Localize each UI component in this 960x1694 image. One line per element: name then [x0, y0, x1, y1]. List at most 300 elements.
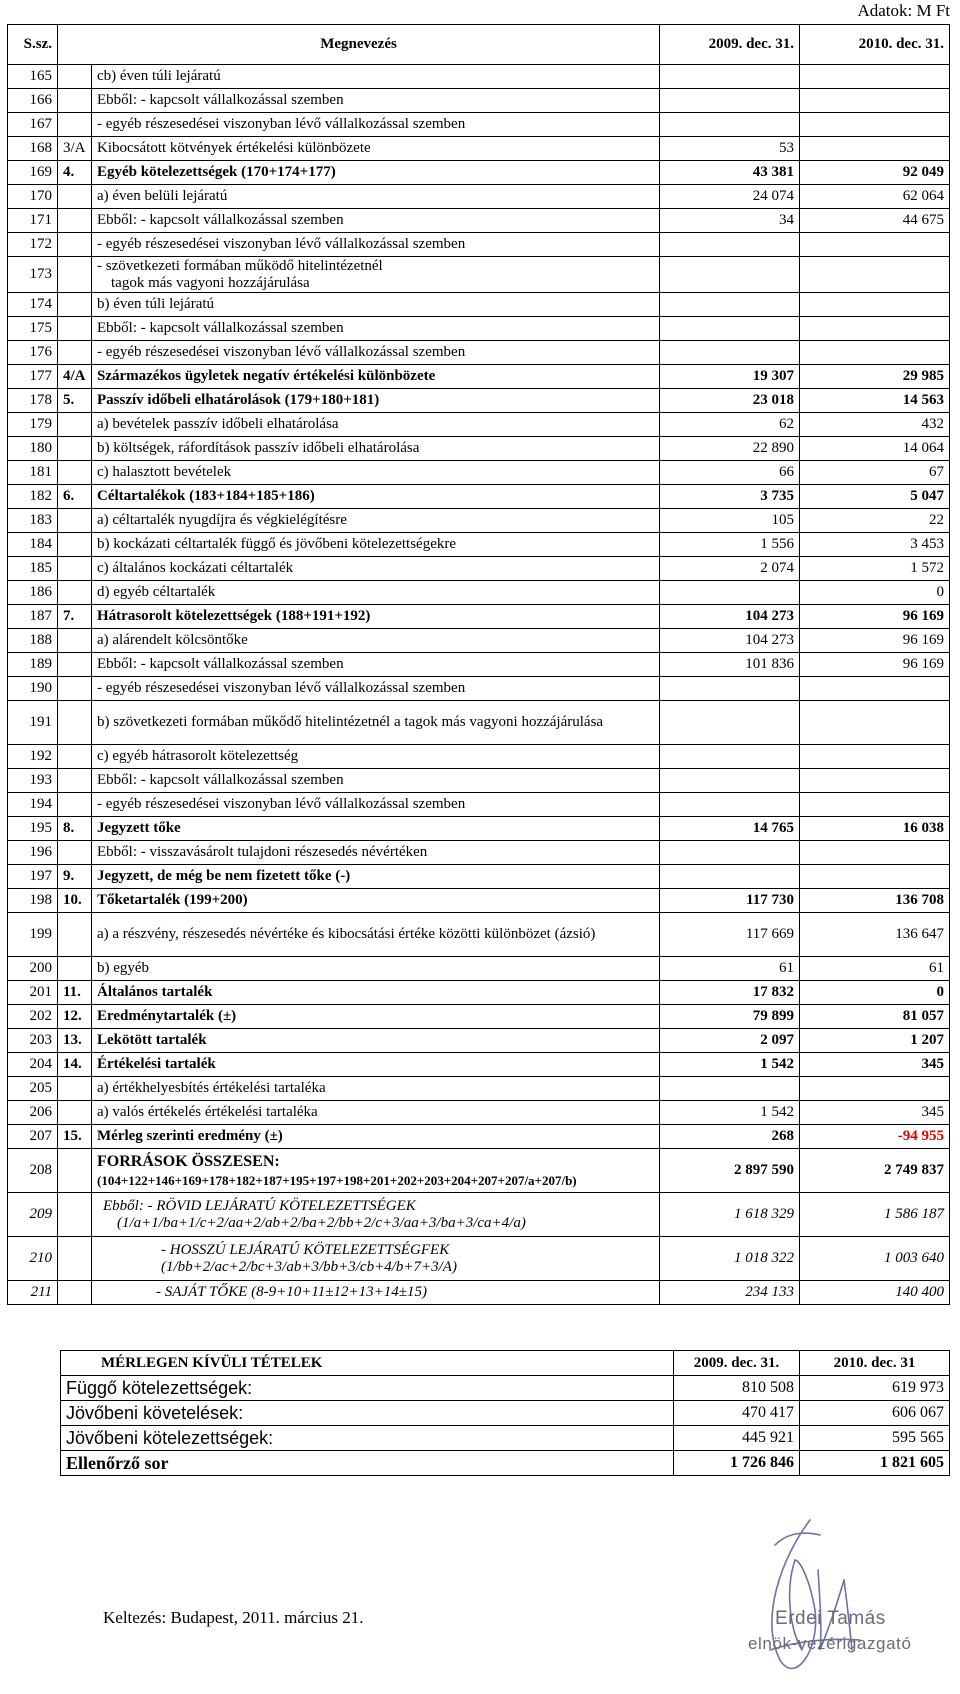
value-2009: 24 074 — [660, 185, 800, 209]
value-2010: 140 400 — [800, 1281, 950, 1305]
table-row — [8, 745, 950, 769]
value-2009: 1 542 — [660, 1053, 800, 1077]
value-2009 — [660, 233, 800, 257]
row-code — [58, 701, 92, 745]
table-row — [8, 89, 950, 113]
row-number: 170 — [8, 185, 58, 209]
row-code: 7. — [58, 605, 92, 629]
table-header-row — [8, 25, 950, 65]
row-code: 5. — [58, 389, 92, 413]
row-number: 199 — [8, 913, 58, 957]
value-2010 — [800, 1077, 950, 1101]
table-row — [8, 1149, 950, 1193]
table-row — [8, 1101, 950, 1125]
value-2010: 16 038 — [800, 817, 950, 841]
value-2009: 62 — [660, 413, 800, 437]
row-label-line2: (104+122+146+169+178+182+187+195+197+198+201+202+203+204+207+207/a+207/b) — [97, 1173, 577, 1188]
table-row — [8, 1193, 950, 1237]
row-label: a) alárendelt kölcsöntőke — [92, 629, 660, 653]
value-2010 — [800, 293, 950, 317]
row-label: a) a részvény, részesedés névértéke és kibocsátási értéke közötti különbözet (ázsió) — [92, 913, 660, 957]
value-2010 — [800, 341, 950, 365]
row-label: - SAJÁT TŐKE (8-9+10+11±12+13+14±15) — [92, 1281, 660, 1305]
value-2010 — [800, 65, 950, 89]
table-row — [8, 437, 950, 461]
off-balance-label: Függő kötelezettségek: — [61, 1376, 674, 1401]
table-row — [8, 653, 950, 677]
row-number: 171 — [8, 209, 58, 233]
liabilities-table — [7, 24, 950, 1305]
row-number: 185 — [8, 557, 58, 581]
row-number: 211 — [8, 1281, 58, 1305]
value-2009: 117 730 — [660, 889, 800, 913]
table-row — [8, 161, 950, 185]
value-2010 — [800, 257, 950, 293]
row-label: Ebből: - kapcsolt vállalkozással szemben — [92, 653, 660, 677]
row-number: 206 — [8, 1101, 58, 1125]
value-2010: 14 064 — [800, 437, 950, 461]
table-row — [8, 317, 950, 341]
table-row — [8, 841, 950, 865]
row-label: Hátrasorolt kötelezettségek (188+191+192) — [92, 605, 660, 629]
row-number: 195 — [8, 817, 58, 841]
value-2009 — [660, 341, 800, 365]
row-label: Egyéb kötelezettségek (170+174+177) — [92, 161, 660, 185]
row-code: 4/A — [58, 365, 92, 389]
row-code — [58, 1101, 92, 1125]
row-code: 15. — [58, 1125, 92, 1149]
value-2009 — [660, 257, 800, 293]
table-row — [8, 533, 950, 557]
row-number: 177 — [8, 365, 58, 389]
off-balance-row — [61, 1451, 950, 1476]
row-label — [92, 257, 660, 293]
row-code — [58, 89, 92, 113]
row-label-line1: - szövetkezeti formában működő hitelintézetnél — [97, 257, 383, 274]
row-label: Ebből: - kapcsolt vállalkozással szemben — [92, 769, 660, 793]
value-2010: 67 — [800, 461, 950, 485]
row-number: 209 — [8, 1193, 58, 1237]
col-header-2010: 2010. dec. 31. — [800, 25, 950, 65]
row-number: 197 — [8, 865, 58, 889]
row-number: 174 — [8, 293, 58, 317]
signer-title: elnök-vezérigazgató — [748, 1634, 912, 1653]
row-label: a) értékhelyesbítés értékelési tartaléka — [92, 1077, 660, 1101]
row-number: 188 — [8, 629, 58, 653]
value-2009: 101 836 — [660, 653, 800, 677]
table-row — [8, 677, 950, 701]
row-number: 194 — [8, 793, 58, 817]
value-2009 — [660, 113, 800, 137]
row-label: b) egyéb — [92, 957, 660, 981]
value-2009 — [660, 769, 800, 793]
row-label: - egyéb részesedései viszonyban lévő vállalkozással szemben — [92, 793, 660, 817]
value-2010: 0 — [800, 981, 950, 1005]
value-2010 — [800, 89, 950, 113]
off-balance-value-2009: 1 726 846 — [674, 1451, 800, 1476]
value-2010: 0 — [800, 581, 950, 605]
value-2009 — [660, 745, 800, 769]
value-2009 — [660, 293, 800, 317]
row-number: 205 — [8, 1077, 58, 1101]
row-number: 173 — [8, 257, 58, 293]
value-2010: 44 675 — [800, 209, 950, 233]
value-2010: 62 064 — [800, 185, 950, 209]
row-code — [58, 509, 92, 533]
row-code: 6. — [58, 485, 92, 509]
table-row — [8, 1125, 950, 1149]
value-2010: 1 003 640 — [800, 1237, 950, 1281]
row-label-line2: (1/bb+2/ac+2/bc+3/ab+3/bb+3/cb+4/b+7+3/A) — [161, 1258, 457, 1275]
value-2010: 61 — [800, 957, 950, 981]
row-number: 167 — [8, 113, 58, 137]
table-row — [8, 1237, 950, 1281]
row-number: 198 — [8, 889, 58, 913]
off-balance-header — [61, 1351, 950, 1376]
row-label: Ebből: - kapcsolt vállalkozással szemben — [92, 317, 660, 341]
row-number: 178 — [8, 389, 58, 413]
value-2009: 105 — [660, 509, 800, 533]
row-number: 192 — [8, 745, 58, 769]
table-row — [8, 389, 950, 413]
value-2009: 3 735 — [660, 485, 800, 509]
value-2009: 2 097 — [660, 1029, 800, 1053]
row-code — [58, 957, 92, 981]
value-2009 — [660, 1077, 800, 1101]
off-balance-table — [60, 1350, 950, 1476]
row-label: Mérleg szerinti eredmény (±) — [92, 1125, 660, 1149]
row-code — [58, 1281, 92, 1305]
row-code — [58, 317, 92, 341]
table-row — [8, 701, 950, 745]
value-2009: 14 765 — [660, 817, 800, 841]
row-code — [58, 233, 92, 257]
value-2010: 22 — [800, 509, 950, 533]
row-label: b) éven túli lejáratú — [92, 293, 660, 317]
table-row — [8, 113, 950, 137]
value-2009: 104 273 — [660, 605, 800, 629]
value-2009: 22 890 — [660, 437, 800, 461]
row-code — [58, 185, 92, 209]
row-label — [92, 1193, 660, 1237]
row-number: 172 — [8, 233, 58, 257]
row-code — [58, 1077, 92, 1101]
table-row — [8, 817, 950, 841]
row-number: 202 — [8, 1005, 58, 1029]
table-row — [8, 1281, 950, 1305]
value-2009: 23 018 — [660, 389, 800, 413]
row-label: Lekötött tartalék — [92, 1029, 660, 1053]
value-2010: 1 572 — [800, 557, 950, 581]
value-2010 — [800, 841, 950, 865]
row-label: Kibocsátott kötvények értékelési különbözete — [92, 137, 660, 161]
row-code — [58, 1193, 92, 1237]
row-number: 180 — [8, 437, 58, 461]
row-code — [58, 1237, 92, 1281]
table-row — [8, 257, 950, 293]
row-label: a) éven belüli lejáratú — [92, 185, 660, 209]
value-2009 — [660, 317, 800, 341]
value-2009: 1 556 — [660, 533, 800, 557]
row-code — [58, 65, 92, 89]
row-code — [58, 745, 92, 769]
table-row — [8, 957, 950, 981]
value-2009: 53 — [660, 137, 800, 161]
row-label-line2: (1/a+1/ba+1/c+2/aa+2/ab+2/ba+2/bb+2/c+3/aa+3/ba+3/ca+4/a) — [117, 1214, 526, 1231]
table-row — [8, 889, 950, 913]
off-balance-value-2009: 470 417 — [674, 1401, 800, 1426]
value-2009 — [660, 701, 800, 745]
row-label: Jegyzett, de még be nem fizetett tőke (-) — [92, 865, 660, 889]
units-note: Adatok: M Ft — [857, 1, 950, 20]
row-number: 210 — [8, 1237, 58, 1281]
value-2009: 117 669 — [660, 913, 800, 957]
value-2009 — [660, 793, 800, 817]
table-row — [8, 509, 950, 533]
value-2009: 2 074 — [660, 557, 800, 581]
value-2009 — [660, 841, 800, 865]
row-label-line2: tagok más vagyoni hozzájárulása — [111, 274, 310, 291]
value-2009: 234 133 — [660, 1281, 800, 1305]
value-2010: -94 955 — [800, 1125, 950, 1149]
row-code: 4. — [58, 161, 92, 185]
off-balance-row — [61, 1426, 950, 1451]
row-code: 12. — [58, 1005, 92, 1029]
value-2010: 5 047 — [800, 485, 950, 509]
table-row — [8, 769, 950, 793]
row-label: d) egyéb céltartalék — [92, 581, 660, 605]
value-2010: 96 169 — [800, 629, 950, 653]
row-label: a) valós értékelés értékelési tartaléka — [92, 1101, 660, 1125]
table-row — [8, 65, 950, 89]
table-row — [8, 293, 950, 317]
row-label: Passzív időbeli elhatárolások (179+180+181) — [92, 389, 660, 413]
value-2010 — [800, 113, 950, 137]
row-number: 183 — [8, 509, 58, 533]
row-code: 10. — [58, 889, 92, 913]
row-label: c) egyéb hátrasorolt kötelezettség — [92, 745, 660, 769]
off-balance-value-2009: 445 921 — [674, 1426, 800, 1451]
value-2010 — [800, 137, 950, 161]
row-label: Általános tartalék — [92, 981, 660, 1005]
row-label: Ebből: - visszavásárolt tulajdoni részesedés névértéken — [92, 841, 660, 865]
row-label: c) általános kockázati céltartalék — [92, 557, 660, 581]
row-number: 186 — [8, 581, 58, 605]
row-number: 176 — [8, 341, 58, 365]
row-code: 8. — [58, 817, 92, 841]
off-balance-value-2010: 595 565 — [800, 1426, 950, 1451]
row-number: 166 — [8, 89, 58, 113]
value-2010: 345 — [800, 1053, 950, 1077]
value-2010: 1 586 187 — [800, 1193, 950, 1237]
value-2009: 79 899 — [660, 1005, 800, 1029]
table-row — [8, 865, 950, 889]
value-2010: 1 207 — [800, 1029, 950, 1053]
value-2010 — [800, 233, 950, 257]
row-code — [58, 841, 92, 865]
row-code — [58, 913, 92, 957]
row-label: - egyéb részesedései viszonyban lévő vállalkozással szemben — [92, 341, 660, 365]
row-label: a) bevételek passzív időbeli elhatárolása — [92, 413, 660, 437]
off-balance-label: Ellenőrző sor — [61, 1451, 674, 1476]
row-label-line1: FORRÁSOK ÖSSZESEN: — [97, 1153, 280, 1170]
row-number: 182 — [8, 485, 58, 509]
value-2009: 66 — [660, 461, 800, 485]
row-label: b) kockázati céltartalék függő és jövőbeni kötelezettségekre — [92, 533, 660, 557]
off-balance-label: Jövőbeni kötelezettségek: — [61, 1426, 674, 1451]
value-2010 — [800, 701, 950, 745]
value-2010 — [800, 745, 950, 769]
row-code — [58, 653, 92, 677]
table-row — [8, 485, 950, 509]
value-2009: 43 381 — [660, 161, 800, 185]
value-2009: 34 — [660, 209, 800, 233]
row-code — [58, 209, 92, 233]
off-balance-col-2010: 2010. dec. 31 — [800, 1351, 950, 1376]
value-2010 — [800, 769, 950, 793]
col-header-name: Megnevezés — [58, 25, 660, 65]
row-number: 179 — [8, 413, 58, 437]
row-label: b) költségek, ráfordítások passzív időbeli elhatárolása — [92, 437, 660, 461]
value-2010: 96 169 — [800, 653, 950, 677]
row-number: 184 — [8, 533, 58, 557]
table-row — [8, 1005, 950, 1029]
signature-image — [740, 1500, 950, 1690]
row-label: - egyéb részesedései viszonyban lévő vállalkozással szemben — [92, 677, 660, 701]
value-2009 — [660, 65, 800, 89]
table-row — [8, 233, 950, 257]
row-code — [58, 1149, 92, 1193]
table-row — [8, 137, 950, 161]
off-balance-col-2009: 2009. dec. 31. — [674, 1351, 800, 1376]
row-label-line1: - HOSSZÚ LEJÁRATÚ KÖTELEZETTSÉGFEK — [161, 1241, 450, 1258]
value-2009 — [660, 89, 800, 113]
table-row — [8, 341, 950, 365]
row-code — [58, 437, 92, 461]
row-code — [58, 113, 92, 137]
value-2010: 81 057 — [800, 1005, 950, 1029]
off-balance-row — [61, 1376, 950, 1401]
value-2010: 2 749 837 — [800, 1149, 950, 1193]
value-2010: 432 — [800, 413, 950, 437]
table-row — [8, 1053, 950, 1077]
value-2010: 136 647 — [800, 913, 950, 957]
row-code — [58, 581, 92, 605]
row-label — [92, 1149, 660, 1193]
row-code — [58, 293, 92, 317]
value-2009: 1 018 322 — [660, 1237, 800, 1281]
row-number: 181 — [8, 461, 58, 485]
value-2010: 136 708 — [800, 889, 950, 913]
table-row — [8, 557, 950, 581]
signer-name: Erdei Tamás — [775, 1608, 886, 1629]
value-2010 — [800, 317, 950, 341]
row-code: 9. — [58, 865, 92, 889]
row-label: c) halasztott bevételek — [92, 461, 660, 485]
value-2009: 2 897 590 — [660, 1149, 800, 1193]
row-label: - egyéb részesedései viszonyban lévő vállalkozással szemben — [92, 233, 660, 257]
off-balance-title: MÉRLEGEN KÍVÜLI TÉTELEK — [61, 1351, 674, 1376]
row-number: 165 — [8, 65, 58, 89]
row-number: 189 — [8, 653, 58, 677]
off-balance-value-2009: 810 508 — [674, 1376, 800, 1401]
value-2009: 1 542 — [660, 1101, 800, 1125]
value-2010 — [800, 793, 950, 817]
table-row — [8, 1077, 950, 1101]
col-header-2009: 2009. dec. 31. — [660, 25, 800, 65]
row-number: 191 — [8, 701, 58, 745]
row-label-line1: Ebből: - RÖVID LEJÁRATÚ KÖTELEZETTSÉGEK — [103, 1197, 416, 1214]
row-code — [58, 769, 92, 793]
table-row — [8, 605, 950, 629]
table-body — [8, 65, 950, 1305]
row-label: - egyéb részesedései viszonyban lévő vállalkozással szemben — [92, 113, 660, 137]
row-number: 207 — [8, 1125, 58, 1149]
row-number: 201 — [8, 981, 58, 1005]
table-row — [8, 365, 950, 389]
row-label: Céltartalékok (183+184+185+186) — [92, 485, 660, 509]
row-number: 193 — [8, 769, 58, 793]
value-2009: 17 832 — [660, 981, 800, 1005]
table-row — [8, 981, 950, 1005]
table-row — [8, 581, 950, 605]
off-balance-value-2010: 619 973 — [800, 1376, 950, 1401]
table-row — [8, 913, 950, 957]
value-2010 — [800, 677, 950, 701]
value-2009: 61 — [660, 957, 800, 981]
row-code — [58, 629, 92, 653]
value-2010: 29 985 — [800, 365, 950, 389]
row-label: Eredménytartalék (±) — [92, 1005, 660, 1029]
row-label: b) szövetkezeti formában műkődő hitelintézetnél a tagok más vagyoni hozzájárulása — [92, 701, 660, 745]
row-code: 3/A — [58, 137, 92, 161]
row-number: 200 — [8, 957, 58, 981]
row-code — [58, 557, 92, 581]
row-number: 168 — [8, 137, 58, 161]
off-balance-body — [61, 1376, 950, 1476]
value-2010: 92 049 — [800, 161, 950, 185]
value-2010 — [800, 865, 950, 889]
row-number: 190 — [8, 677, 58, 701]
value-2009: 1 618 329 — [660, 1193, 800, 1237]
value-2009: 19 307 — [660, 365, 800, 389]
value-2010: 14 563 — [800, 389, 950, 413]
row-code: 11. — [58, 981, 92, 1005]
row-code — [58, 461, 92, 485]
row-label — [92, 1237, 660, 1281]
row-number: 204 — [8, 1053, 58, 1077]
row-label: Jegyzett tőke — [92, 817, 660, 841]
row-code — [58, 341, 92, 365]
table-row — [8, 1029, 950, 1053]
table-row — [8, 209, 950, 233]
value-2009 — [660, 865, 800, 889]
row-label: Értékelési tartalék — [92, 1053, 660, 1077]
off-balance-value-2010: 606 067 — [800, 1401, 950, 1426]
row-number: 203 — [8, 1029, 58, 1053]
table-row — [8, 413, 950, 437]
row-label: Tőketartalék (199+200) — [92, 889, 660, 913]
col-header-sn: S.sz. — [8, 25, 58, 65]
off-balance-value-2010: 1 821 605 — [800, 1451, 950, 1476]
off-balance-row — [61, 1401, 950, 1426]
row-code — [58, 677, 92, 701]
row-code — [58, 257, 92, 293]
row-label: cb) éven túli lejáratú — [92, 65, 660, 89]
row-number: 169 — [8, 161, 58, 185]
row-code: 13. — [58, 1029, 92, 1053]
table-row — [8, 629, 950, 653]
